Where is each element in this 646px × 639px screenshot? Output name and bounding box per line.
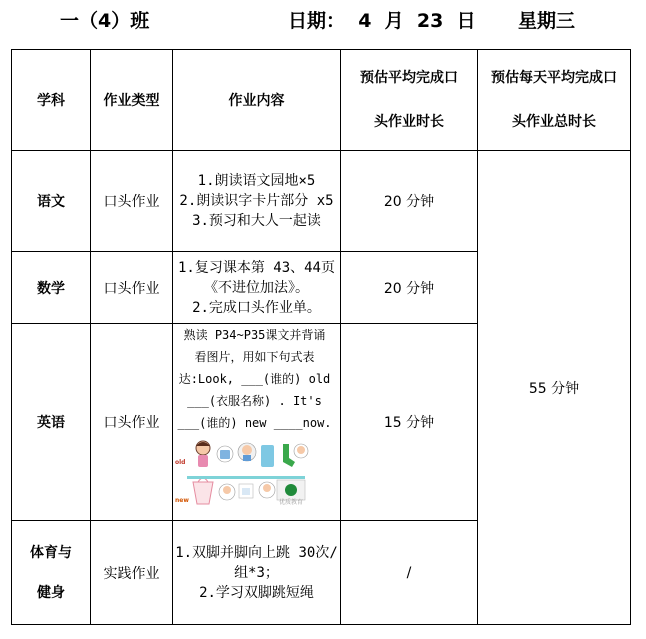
col-header-daily-total-line2: 头作业总时长	[512, 114, 596, 130]
subject-line1: 体育与	[30, 544, 72, 561]
title-row	[0, 6, 646, 36]
clothes-picture	[173, 438, 309, 516]
type-cell: 口头作业	[91, 151, 173, 252]
content-line: 2.学习双脚跳短绳	[199, 584, 314, 601]
content-line: ___(衣服名称) . It's	[187, 394, 322, 408]
col-header-avg-time-line2: 头作业时长	[374, 114, 444, 130]
time-cell: 20 分钟	[341, 151, 478, 252]
daily-total-cell: 55 分钟	[478, 151, 631, 625]
content-cell	[173, 252, 341, 324]
divider-bar	[187, 476, 305, 479]
content-cell	[173, 324, 341, 521]
content-cell	[173, 151, 341, 252]
type-cell: 口头作业	[91, 324, 173, 521]
content-line: 3.预习和大人一起读	[192, 213, 321, 229]
col-header-subject: 学科	[12, 50, 91, 151]
content-line: 1.朗读语文园地×5	[197, 173, 316, 189]
new-label: new	[175, 497, 189, 504]
subject-line2: 健身	[37, 584, 65, 601]
col-header-avg-time	[341, 50, 478, 151]
type-cell: 实践作业	[91, 521, 173, 625]
col-header-type: 作业类型	[91, 50, 173, 151]
homework-table	[11, 49, 631, 625]
content-line: 达:Look, ___(谁的) old	[178, 372, 331, 386]
type-cell: 口头作业	[91, 252, 173, 324]
subject-cell	[12, 521, 91, 625]
content-line: 熟读 P34~P35课文并背诵	[183, 328, 326, 342]
subject-cell: 语文	[12, 151, 91, 252]
old-label: old	[175, 459, 186, 466]
subject-cell: 英语	[12, 324, 91, 521]
content-line: 1.复习课本第 43、44页	[177, 259, 335, 276]
content-line: ___(谁的) new ____now.	[177, 416, 332, 430]
watermark: 优质教育	[278, 499, 303, 506]
col-header-daily-total-line1: 预估每天平均完成口	[491, 70, 617, 86]
content-line: 1.双脚并脚向上跳 30次/	[175, 544, 338, 561]
date-label: 日期： 4 月 23 日	[288, 10, 476, 32]
time-cell: /	[341, 521, 478, 625]
col-header-content: 作业内容	[173, 50, 341, 151]
table-row	[12, 151, 631, 252]
col-header-avg-time-line1: 预估平均完成口	[360, 70, 458, 86]
weekday-label: 星期三	[518, 10, 576, 32]
col-header-daily-total	[478, 50, 631, 151]
content-line: 2.朗读识字卡片部分 x5	[179, 193, 334, 209]
content-line: 组*3；	[234, 564, 279, 581]
header-row	[12, 50, 631, 151]
content-cell	[173, 521, 341, 625]
content-line: 2.完成口头作业单。	[192, 299, 321, 316]
content-line: 《不进位加法》。	[204, 279, 309, 296]
subject-cell: 数学	[12, 252, 91, 324]
class-label: 一（4）班	[60, 10, 150, 32]
content-line: 看图片，用如下句式表	[194, 350, 315, 364]
time-cell: 15 分钟	[341, 324, 478, 521]
time-cell: 20 分钟	[341, 252, 478, 324]
